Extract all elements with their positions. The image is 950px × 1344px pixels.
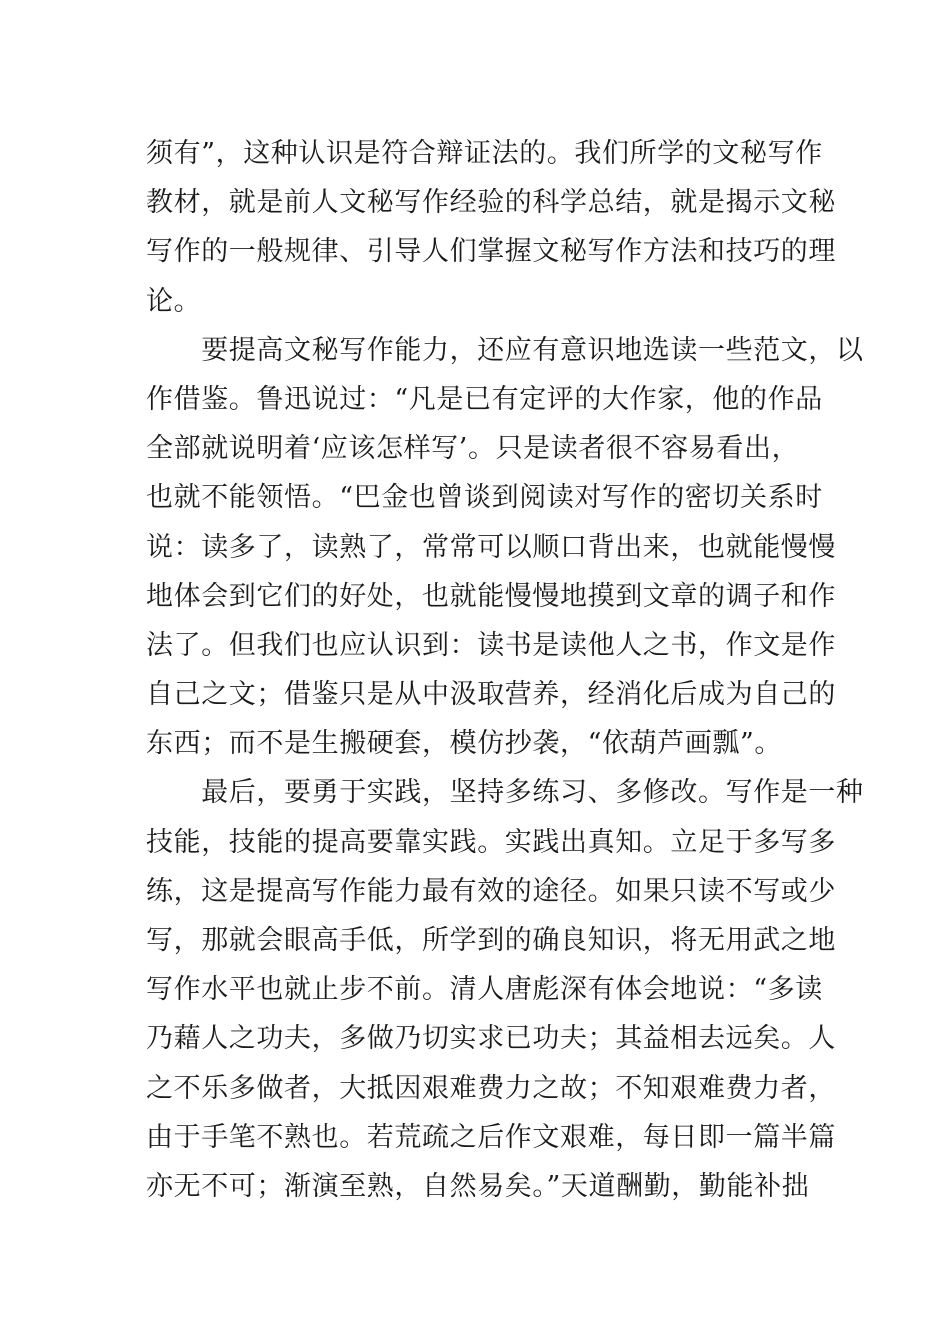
text-line: 须有”，这种认识是符合辩证法的。我们所学的文秘写作: [146, 138, 823, 169]
text-line: 亦无不可；渐演至熟，自然易矣。”天道酬勤，勤能补拙: [146, 1170, 810, 1202]
text-line: 作借鉴。鲁迅说过：“凡是已有定评的大作家，他的作品: [146, 383, 823, 415]
text-line: 练，这是提高写作能力最有效的途径。如果只读不写或少: [146, 875, 836, 907]
text-line: 说：读多了，读熟了，常常可以顺口背出来，也就能慢慢: [146, 531, 836, 563]
text-line: 全部就说明着‘应该怎样写’。只是读者很不容易看出，: [146, 433, 800, 465]
text-line: 由于手笔不熟也。若荒疏之后作文艰难，每日即一篇半篇: [146, 1121, 836, 1153]
text-line: 之不乐多做者，大抵因艰难费力之故；不知艰难费力者，: [146, 1072, 836, 1104]
text-line: 写作的一般规律、引导人们掌握文秘写作方法和技巧的理: [146, 236, 836, 268]
text-line: 写作水平也就止步不前。清人唐彪深有体会地说：“多读: [146, 974, 823, 1006]
text-line: 也就不能领悟。“巴金也曾谈到阅读对写作的密切关系时: [146, 482, 823, 514]
text-line: 地体会到它们的好处，也就能慢慢地摸到文章的调子和作: [146, 580, 836, 612]
text-line: 论。: [146, 285, 202, 317]
text-line: 最后，要勇于实践，坚持多练习、多修改。写作是一种: [146, 777, 864, 809]
text-line: 教材，就是前人文秘写作经验的科学总结，就是揭示文秘: [146, 187, 836, 219]
text-line: 要提高文秘写作能力，还应有意识地选读一些范文，以: [146, 334, 864, 366]
text-line: 东西；而不是生搬硬套，模仿抄袭，“依葫芦画瓢”。: [146, 728, 783, 760]
text-line: 自己之文；借鉴只是从中汲取营养，经消化后成为自己的: [146, 679, 836, 711]
text-line: 技能，技能的提高要靠实践。实践出真知。立足于多写多: [146, 826, 836, 858]
text-line: 写，那就会眼高手低，所学到的确良知识，将无用武之地: [146, 925, 836, 956]
body-text: [146, 129, 864, 1211]
text-line: 法了。但我们也应认识到：读书是读他人之书，作文是作: [146, 629, 836, 661]
text-line: 乃藉人之功夫，多做乃切实求已功夫；其益相去远矣。人: [146, 1023, 836, 1055]
